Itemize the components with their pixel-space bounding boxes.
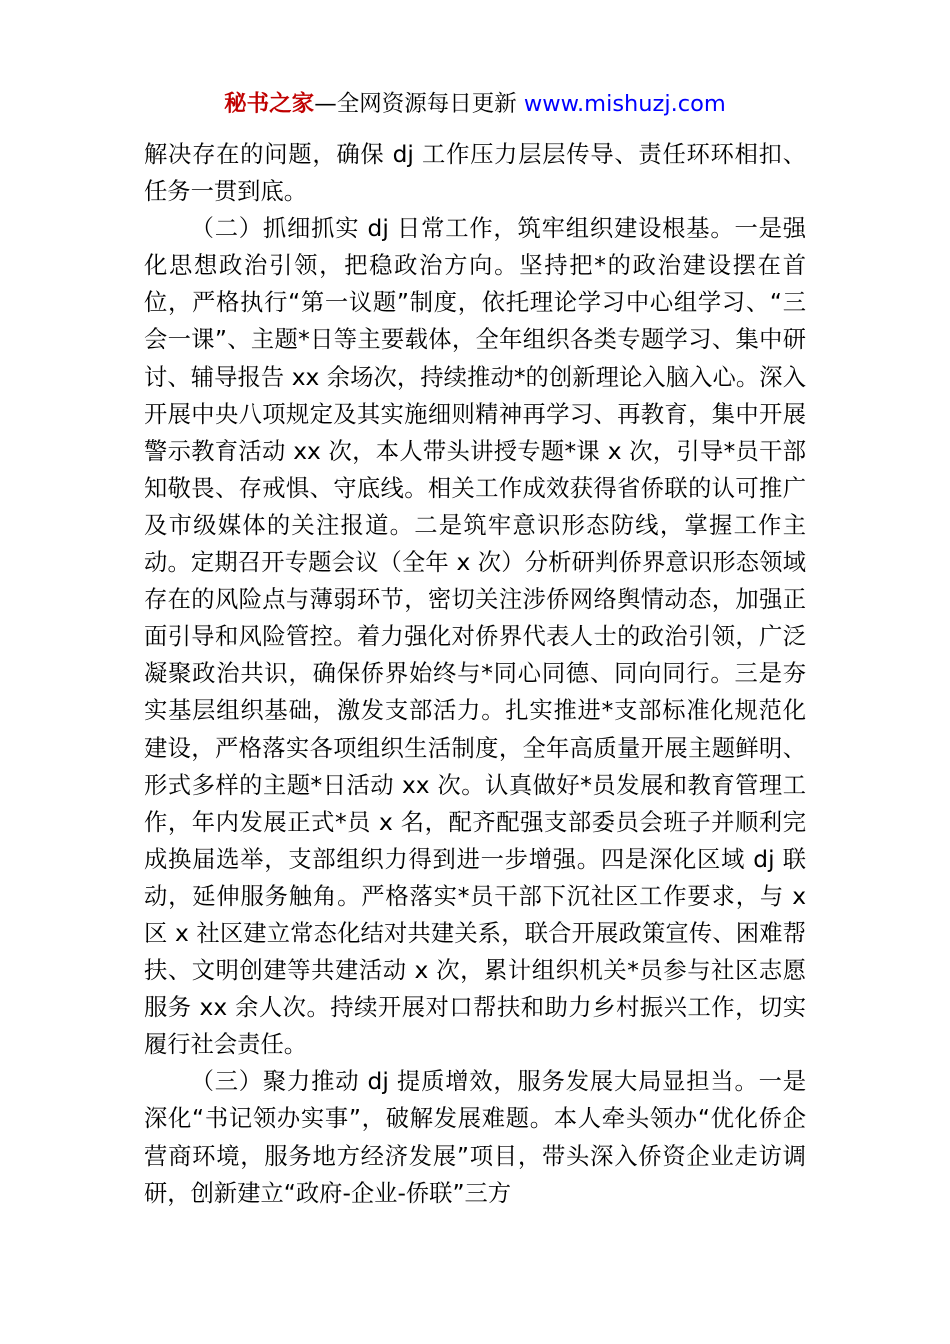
site-url: www.mishuzj.com <box>516 91 726 117</box>
paragraph-section-3: （三）聚力推动 dj 提质增效，服务发展大局显担当。一是深化“书记领办实事”，破解发展难题。本人牵头领办“优化侨企营商环境，服务地方经济发展”项目，带头深入侨资企业走访调研，创新建立“政府-企业-侨联”三方 <box>144 1068 806 1207</box>
site-brand: 秘书之家 <box>224 91 315 117</box>
site-tagline: —全网资源每日更新 <box>314 91 517 117</box>
paragraph-continuation: 解决存在的问题，确保 dj 工作压力层层传导、责任环环相扣、任务一贯到底。 <box>144 141 806 206</box>
site-header <box>0 86 950 122</box>
paragraph-section-2: （二）抓细抓实 dj 日常工作，筑牢组织建设根基。一是强化思想政治引领，把稳政治方向。坚持把*的政治建设摆在首位，严格执行“第一议题”制度，依托理论学习中心组学习、“三会一课”、主题*日等主要载体，全年组织各类专题学习、集中研讨、辅导报告 xx 余场次，持续推动*的创新理论入脑入心。深入开展中央八项规定及其实施细则精神再学习、再教育，集中开展警示教育活动 xx 次，本人带头讲授专题*课 x 次，引导*员干部知敬畏、存戒惧、守底线。相关工作成效获得省侨联的认可推广及市级媒体的关注报道。二是筑牢意识形态防线，掌握工作主动。定期召开专题会议（全年 x 次）分析研判侨界意识形态领域存在的风险点与薄弱环节，密切关注涉侨网络舆情动态，加强正面引导和风险管控。着力强化对侨界代表人士的政治引领，广泛凝聚政治共识，确保侨界始终与*同心同德、同向同行。三是夯实基层组织基础，激发支部活力。扎实推进*支部标准化规范化建设，严格落实各项组织生活制度，全年高质量开展主题鲜明、形式多样的主题*日活动 xx 次。认真做好*员发展和教育管理工作，年内发展正式*员 x 名，配齐配强支部委员会班子并顺利完成换届选举，支部组织力得到进一步增强。四是深化区域 dj 联动，延伸服务触角。严格落实*员干部下沉社区工作要求，与 x 区 x 社区建立常态化结对共建关系，联合开展政策宣传、困难帮扶、文明创建等共建活动 x 次，累计组织机关*员参与社区志愿服务 xx 余人次。持续开展对口帮扶和助力乡村振兴工作，切实履行社会责任。 <box>144 215 806 1059</box>
document-body <box>144 136 806 1212</box>
